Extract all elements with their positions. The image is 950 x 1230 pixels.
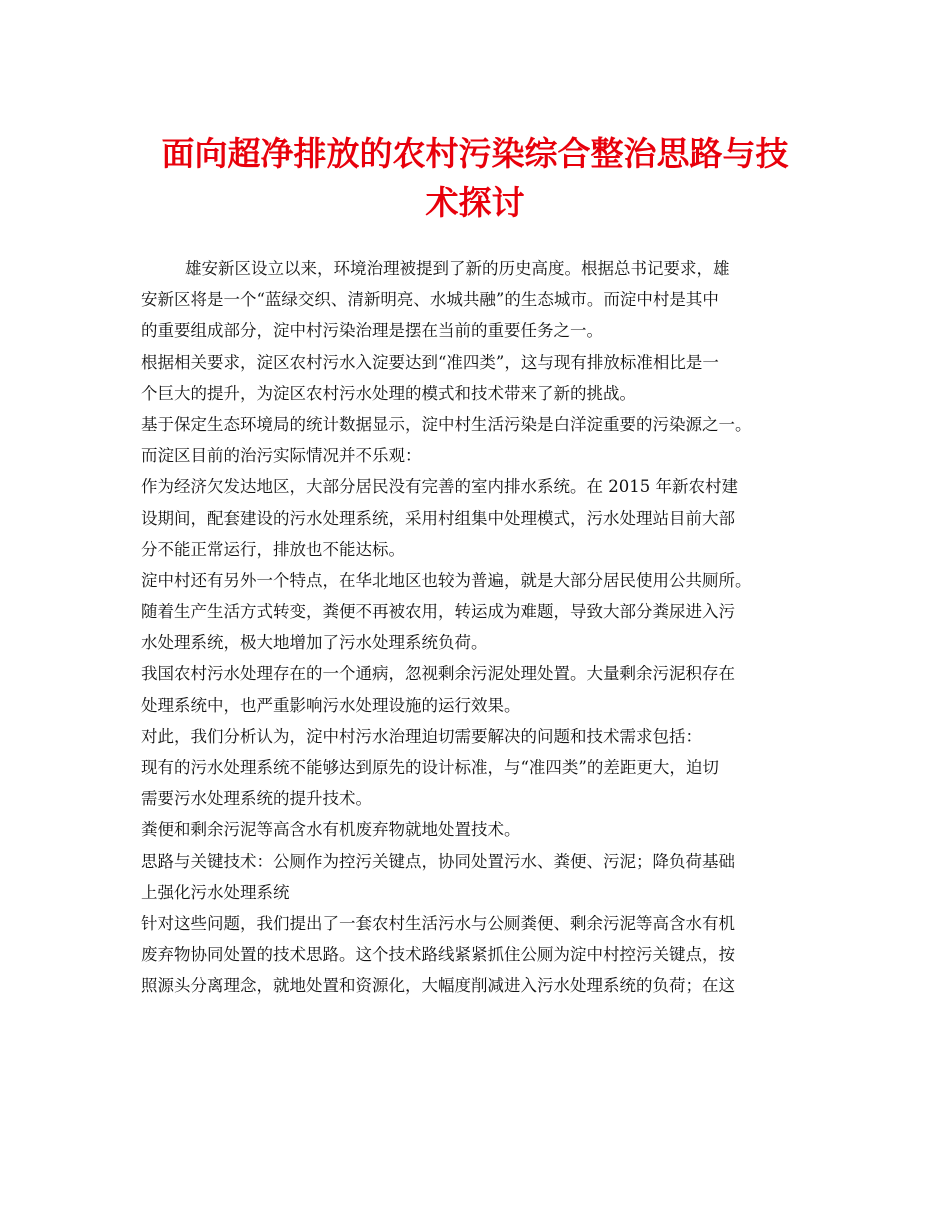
body-line: 设期间，配套建设的污水处理系统，采用村组集中处理模式，污水处理站目前大部 [141,508,735,528]
body-line: 作为经济欠发达地区，大部分居民没有完善的室内排水系统。在 2015 年新农村建 [141,477,738,497]
body-line: 现有的污水处理系统不能够达到原先的设计标准，与“准四类”的差距更大，迫切 [141,758,719,777]
body-line: 基于保定生态环境局的统计数据显示，淀中村生活污染是白洋淀重要的污染源之一。 [141,414,752,434]
body-line: 而淀区目前的治污实际情况并不乐观： [141,446,422,466]
body-line: 上强化污水处理系统 [141,882,290,902]
body-line: 雄安新区设立以来，环境治理被提到了新的历史高度。根据总书记要求，雄 [185,259,730,278]
body-line: 我国农村污水处理存在的一个通病，忽视剩余污泥处理处置。大量剩余污泥积存在 [141,664,735,684]
body-line: 处理系统中，也严重影响污水处理设施的运行效果。 [141,695,521,715]
document-title-line-1: 面向超净排放的农村污染综合整治思路与技 [161,134,789,173]
body-line: 对此，我们分析认为，淀中村污水治理迫切需要解决的问题和技术需求包括： [141,726,702,746]
body-line: 针对这些问题，我们提出了一套农村生活污水与公厕粪便、剩余污泥等高含水有机 [141,913,735,933]
body-line: 分不能正常运行，排放也不能达标。 [141,539,405,559]
document-title-line-2: 术探讨 [425,183,525,222]
body-line: 随着生产生活方式转变，粪便不再被农用，转运成为难题，导致大部分粪尿进入污 [141,602,735,622]
body-line: 的重要组成部分，淀中村污染治理是摆在当前的重要任务之一。 [141,321,603,341]
document-body [141,253,821,1002]
body-line: 粪便和剩余污泥等高含水有机废弃物就地处置技术。 [141,820,521,840]
body-line: 个巨大的提升，为淀区农村污水处理的模式和技术带来了新的挑战。 [141,383,636,403]
body-line: 思路与关键技术：公厕作为控污关键点，协同处置污水、粪便、污泥；降负荷基础 [141,851,735,871]
body-line: 需要污水处理系统的提升技术。 [141,789,372,809]
body-line: 照源头分离理念，就地处置和资源化，大幅度削减进入污水处理系统的负荷；在这 [141,976,735,996]
body-line: 淀中村还有另外一个特点，在华北地区也较为普遍，就是大部分居民使用公共厕所。 [141,570,752,590]
body-line: 根据相关要求，淀区农村污水入淀要达到“准四类”，这与现有排放标准相比是一 [141,352,719,372]
body-line: 废弃物协同处置的技术思路。这个技术路线紧紧抓住公厕为淀中村控污关键点，按 [141,945,735,965]
body-line: 安新区将是一个“蓝绿交织、清新明亮、水城共融”的生态城市。而淀中村是其中 [141,290,719,310]
body-line: 水处理系统，极大地增加了污水处理系统负荷。 [141,633,488,653]
